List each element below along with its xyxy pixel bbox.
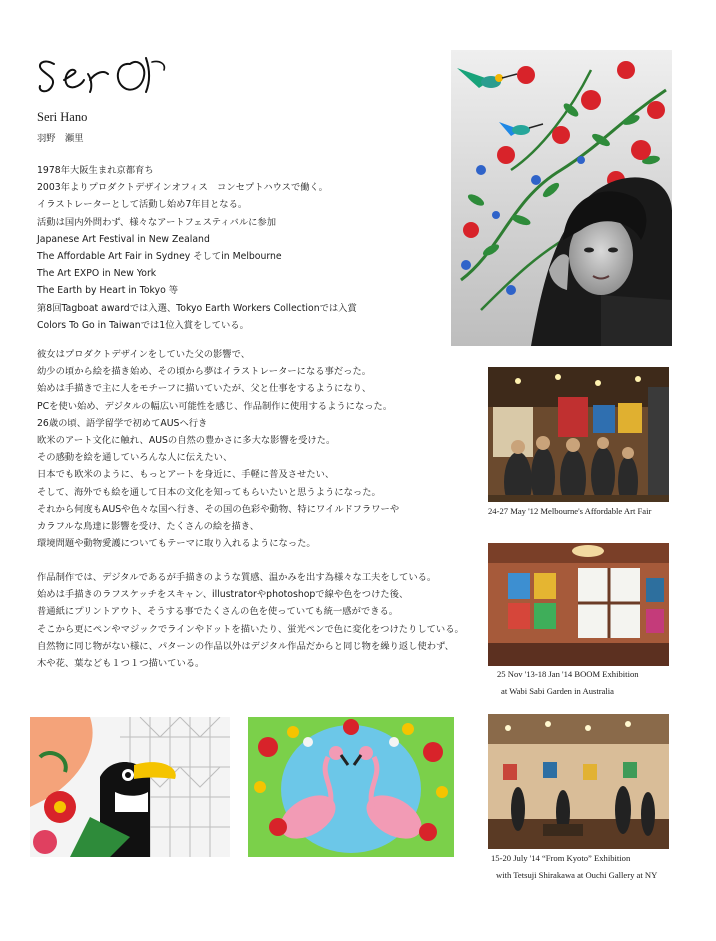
- portrait-illustration: [451, 50, 672, 346]
- kyoto-exhibition-photo: [488, 714, 669, 849]
- bio-line: カラフルな鳥達に影響を受け、たくさんの絵を描き、: [37, 521, 260, 533]
- bio-line: Colors To Go in Taiwanでは1位入賞をしている。: [37, 319, 249, 331]
- melbourne-fair-photo: [488, 367, 669, 502]
- bio-paragraph-1: [37, 162, 357, 334]
- signature-logo: [34, 50, 174, 106]
- boom-exhibition-photo: [488, 543, 669, 666]
- bio-line: 26歳の頃、語学留学で初めてAUSへ行き: [37, 417, 208, 429]
- bio-line: 日本でも欧米のように、もっとアートを身近に、手軽に普及させたい、: [37, 469, 335, 481]
- bio-line: 環境問題や動物愛護についてもテーマに取り入れるようになった。: [37, 538, 316, 550]
- bio-line: 自然物に同じ物がない様に、パターンの作品以外はデジタル作品だからと同じ物を繰り返し使わず、: [37, 640, 454, 652]
- boom-caption-line1: 25 Nov '13-18 Jan '14 BOOM Exhibition: [497, 669, 639, 679]
- bio-line: 木や花、葉なども１つ１つ描いている。: [37, 658, 205, 670]
- bio-line: 始めは手描きのラフスケッチをスキャン、illustratorやphotoshopで線や色をつけた後、: [37, 589, 409, 601]
- toucan-artwork: [30, 717, 230, 857]
- bio-paragraph-2: [37, 346, 399, 552]
- name-english: Seri Hano: [37, 110, 88, 124]
- melbourne-caption: 24-27 May '12 Melbourne's Affordable Art Fair: [488, 506, 652, 516]
- kyoto-caption-line2: with Tetsuji Shirakawa at Ouchi Gallery at NY: [496, 870, 658, 880]
- bio-paragraph-3: [37, 569, 464, 672]
- name-japanese: 羽野 瀬里: [37, 133, 84, 144]
- bio-line: 始めは手描きで主に人をモチーフに描いていたが、父と仕事をするようになり、: [37, 383, 372, 395]
- bio-line: 1978年大阪生まれ京都育ち: [37, 165, 154, 176]
- bio-line: そこから更にペンやマジックでラインやドットを描いたり、蛍光ペンで色に変化をつけたりしている。: [37, 623, 464, 635]
- bio-line: 幼少の頃から絵を描き始め、その頃から夢はイラストレーターになる事だった。: [37, 366, 372, 378]
- bio-line: それから何度もAUSや色々な国へ行き、その国の色彩や動物、特にワイルドフラワーや: [37, 503, 400, 515]
- bio-line: 2003年よりプロダクトデザインオフィス コンセプトハウスで働く。: [37, 182, 328, 194]
- bio-line: 彼女はプロダクトデザインをしていた父の影響で、: [37, 349, 250, 360]
- bio-line: 活動は国内外問わず、様々なアートフェスティバルに参加: [37, 216, 277, 228]
- bio-line: 普通紙にプリントアウト、そうする事でたくさんの色を使っていても統一感ができる。: [37, 606, 399, 618]
- bio-line: The Art EXPO in New York: [37, 268, 157, 280]
- bio-line: イラストレーターとして活動し始め7年目となる。: [37, 199, 248, 211]
- bio-line: 欧米のアート文化に触れ、AUSの自然の豊かさに多大な影響を受けた。: [37, 435, 336, 447]
- flamingo-artwork: [248, 717, 454, 857]
- kyoto-caption-line1: 15-20 July '14 “From Kyoto” Exhibition: [491, 853, 631, 863]
- bio-line: 作品制作では、デジタルであるが手描きのような質感、温かみを出す為様々な工夫をしている。: [37, 572, 437, 583]
- bio-line: PCを使い始め、デジタルの幅広い可能性を感じ、作品制作に使用するようになった。: [37, 400, 393, 412]
- bio-line: Japanese Art Festival in New Zealand: [37, 233, 210, 245]
- boom-caption-line2: at Wabi Sabi Garden in Australia: [501, 686, 614, 696]
- bio-line: 第8回Tagboat awardでは入選、Tokyo Earth Workers Collectionでは入賞: [37, 302, 357, 314]
- bio-line: その感動を絵を通していろんな人に伝えたい、: [37, 452, 233, 464]
- bio-line: The Earth by Heart in Tokyo 等: [37, 285, 179, 297]
- bio-line: The Affordable Art Fair in Sydney そしてin Melbourne: [37, 251, 282, 263]
- bio-line: そして、海外でも絵を通して日本の文化を知ってもらいたいと思うようになった。: [37, 486, 381, 498]
